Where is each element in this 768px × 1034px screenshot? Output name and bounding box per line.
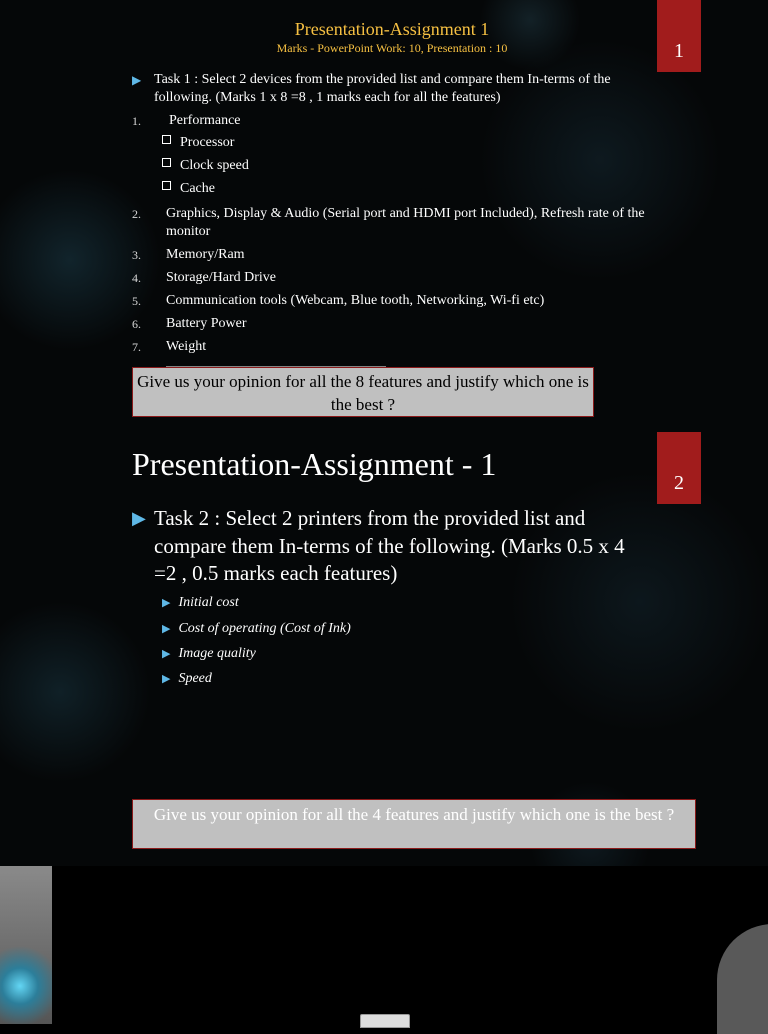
- decorative-corner-left: [0, 866, 52, 1024]
- list-item: 1. Performance: [132, 113, 241, 128]
- list-item: Cache: [162, 181, 215, 197]
- task-1-bullet: [132, 71, 632, 107]
- triangle-bullet-icon: ▶: [132, 73, 142, 87]
- triangle-bullet-icon: ▶: [162, 597, 171, 609]
- slide-title: Presentation-Assignment - 1: [132, 446, 497, 482]
- slide-number-badge: 2: [657, 432, 701, 504]
- slide-title: Presentation-Assignment 1: [294, 19, 490, 39]
- list-item: ▶ Image quality: [162, 646, 256, 661]
- list-item: ▶ Initial cost: [162, 595, 239, 610]
- list-item: Clock speed: [162, 158, 249, 174]
- square-bullet-icon: [162, 158, 171, 167]
- list-item: 6. Battery Power: [132, 316, 247, 331]
- task-2-text: Task 2 : Select 2 printers from the provided list and compare them In-terms of the following. (Marks 0.5 x 4 =2 , 0.5 marks each features): [154, 506, 625, 585]
- list-item: 3. Memory/Ram: [132, 247, 245, 262]
- task-2-bullet: [132, 505, 632, 588]
- list-item: 4. Storage/Hard Drive: [132, 270, 277, 285]
- task-1-text: Task 1 : Select 2 devices from the provided list and compare them In-terms of the following. (Marks 1 x 8 =8 , 1 marks each for all the features): [154, 72, 611, 105]
- square-bullet-icon: [162, 135, 171, 144]
- opinion-callout: Give us your opinion for all the 4 features and justify which one is the best ?: [132, 799, 696, 849]
- list-item: ▶ Speed: [162, 671, 212, 686]
- triangle-bullet-icon: ▶: [132, 508, 146, 528]
- triangle-bullet-icon: ▶: [162, 648, 171, 660]
- list-item: 7. Weight: [132, 339, 207, 354]
- opinion-callout: Give us your opinion for all the 8 features and justify which one is the best ?: [132, 367, 594, 417]
- list-item: Processor: [162, 135, 234, 151]
- square-bullet-icon: [162, 181, 171, 190]
- triangle-bullet-icon: ▶: [162, 673, 171, 685]
- slide-subtitle: Marks - PowerPoint Work: 10, Presentation : 10: [276, 41, 508, 55]
- page-tab-handle[interactable]: [360, 1014, 410, 1028]
- decorative-corner-right: [717, 924, 768, 1034]
- list-item: ▶ Cost of operating (Cost of Ink): [162, 621, 351, 636]
- triangle-bullet-icon: ▶: [162, 623, 171, 635]
- list-item: 5. Communication tools (Webcam, Blue tooth, Networking, Wi-fi etc): [132, 293, 545, 308]
- list-item: 2. Graphics, Display & Audio (Serial port and HDMI port Included), Refresh rate of the monitor: [132, 206, 645, 239]
- slide-2[interactable]: [0, 432, 768, 866]
- viewer-background: [0, 866, 768, 1024]
- slide-1[interactable]: [0, 0, 768, 432]
- slide-number-badge: 1: [657, 0, 701, 72]
